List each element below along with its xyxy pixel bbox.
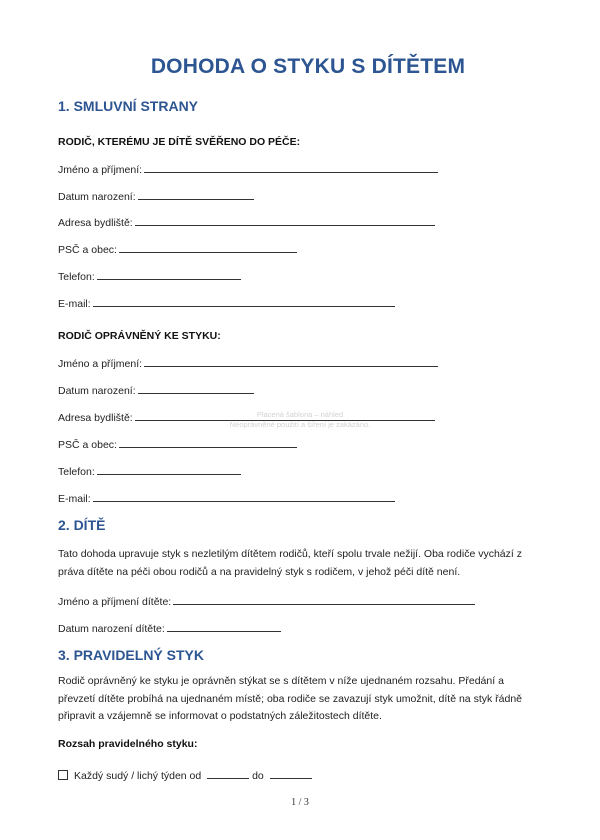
visitation-address-field[interactable] [58, 410, 435, 424]
fill-line[interactable] [167, 621, 281, 632]
visitation-name-field[interactable] [58, 356, 438, 370]
fill-line[interactable] [144, 356, 438, 367]
fill-line[interactable] [93, 296, 395, 307]
fill-line[interactable] [93, 491, 395, 502]
custody-zip-field[interactable] [58, 242, 297, 256]
custody-email-field[interactable] [58, 296, 395, 310]
field-label: Datum narození: [58, 385, 136, 397]
field-label: Jméno a příjmení: [58, 164, 143, 176]
fill-line[interactable] [138, 189, 254, 200]
regular-contact-paragraph: Rodič oprávněný ke styku je oprávněn stýkat se s dítětem v níže ujednaném rozsahu. Předání a převzetí dítěte probíhá na ujednaném místě; oba rodiče se zavazují styk umožnit, dítě na styk řádně připravit a vzájemně se informovat o podstatných záležitostech dítěte. [58, 675, 523, 722]
visitation-phone-field[interactable] [58, 464, 241, 478]
fill-line[interactable] [119, 437, 297, 448]
field-label: Telefon: [58, 271, 95, 283]
field-label: Adresa bydliště: [58, 217, 133, 229]
checkbox[interactable] [58, 770, 68, 780]
custody-parent-heading: RODIČ, KTERÉMU JE DÍTĚ SVĚŘENO DO PÉČE: [58, 136, 301, 148]
option-label: Každý sudý / lichý týden od [74, 770, 202, 782]
fill-line[interactable] [138, 383, 254, 394]
option-to-label: do [252, 770, 264, 782]
from-fill-line[interactable] [207, 768, 249, 779]
field-label: PSČ a obec: [58, 244, 117, 256]
fill-line[interactable] [97, 269, 241, 280]
visitation-zip-field[interactable] [58, 437, 297, 451]
weekly-contact-option[interactable] [58, 768, 312, 782]
section-heading-regular-contact: 3. PRAVIDELNÝ STYK [58, 647, 204, 663]
visitation-email-field[interactable] [58, 491, 395, 505]
field-label: Jméno a příjmení dítěte: [58, 596, 172, 608]
contact-scope-heading: Rozsah pravidelného styku: [58, 738, 198, 750]
custody-address-field[interactable] [58, 215, 435, 229]
field-label: Adresa bydliště: [58, 412, 133, 424]
field-label: Telefon: [58, 466, 95, 478]
watermark-line-1: Placená šablona – náhled [256, 410, 344, 419]
fill-line[interactable] [97, 464, 241, 475]
watermark-line-2: Neoprávněné použití a šíření je zakázáno. [229, 420, 371, 429]
child-paragraph: Tato dohoda upravuje styk s nezletilým dítětem rodičů, kteří spolu trvale nežijí. Oba rodiče vychází z práva dítěte na péči obou rodičů a na pravidelný styk s rodičem, v jehož péči dítě není. [58, 548, 522, 578]
field-label: E-mail: [58, 493, 91, 505]
field-label: Datum narození: [58, 191, 136, 203]
field-label: Jméno a příjmení: [58, 358, 143, 370]
section-heading-parties: 1. SMLUVNÍ STRANY [58, 98, 199, 114]
child-name-field[interactable] [58, 594, 475, 608]
visitation-birthdate-field[interactable] [58, 383, 254, 397]
field-label: Datum narození dítěte: [58, 623, 165, 635]
fill-line[interactable] [135, 215, 435, 226]
custody-birthdate-field[interactable] [58, 189, 254, 203]
child-birthdate-field[interactable] [58, 621, 281, 635]
visitation-parent-heading: RODIČ OPRÁVNĚNÝ KE STYKU: [58, 330, 221, 342]
section-heading-child: 2. DÍTĚ [58, 517, 106, 533]
fill-line[interactable] [173, 594, 475, 605]
fill-line[interactable] [135, 410, 435, 421]
field-label: PSČ a obec: [58, 439, 117, 451]
page-number: 1 / 3 [291, 797, 309, 808]
fill-line[interactable] [119, 242, 297, 253]
field-label: E-mail: [58, 298, 91, 310]
to-fill-line[interactable] [270, 768, 312, 779]
fill-line[interactable] [144, 162, 438, 173]
document-title: DOHODA O STYKU S DÍTĚTEM [150, 55, 466, 78]
custody-phone-field[interactable] [58, 269, 241, 283]
custody-name-field[interactable] [58, 162, 438, 176]
